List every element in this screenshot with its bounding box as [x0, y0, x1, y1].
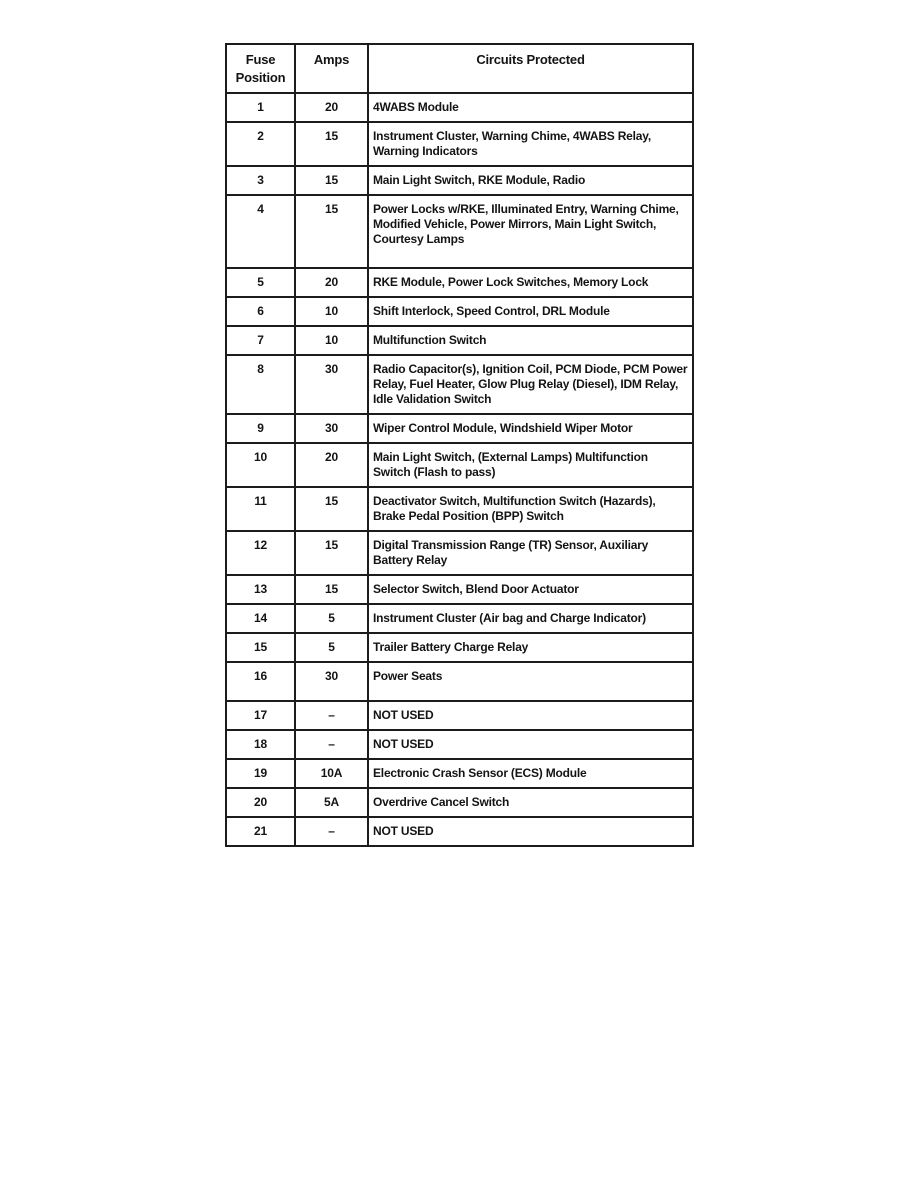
- header-fuse-position: Fuse Position: [226, 44, 295, 93]
- amps-cell: 20: [295, 93, 368, 122]
- table-row: [226, 604, 693, 633]
- amps-cell: 10: [295, 326, 368, 355]
- table-row: [226, 487, 693, 531]
- amps-cell: 30: [295, 662, 368, 701]
- circuits-cell: Radio Capacitor(s), Ignition Coil, PCM Diode, PCM Power Relay, Fuel Heater, Glow Plug Relay (Diesel), IDM Relay, Idle Validation Switch: [368, 355, 693, 414]
- table-row: [226, 730, 693, 759]
- table-row: [226, 414, 693, 443]
- amps-cell: 15: [295, 166, 368, 195]
- circuits-cell: Electronic Crash Sensor (ECS) Module: [368, 759, 693, 788]
- table-row: [226, 355, 693, 414]
- table-row: [226, 326, 693, 355]
- amps-cell: –: [295, 817, 368, 846]
- circuits-cell: NOT USED: [368, 701, 693, 730]
- table-row: [226, 297, 693, 326]
- table-row: [226, 575, 693, 604]
- table-row: [226, 195, 693, 268]
- fuse-position-cell: 7: [226, 326, 295, 355]
- fuse-position-cell: 11: [226, 487, 295, 531]
- fuse-position-cell: 4: [226, 195, 295, 268]
- circuits-cell: RKE Module, Power Lock Switches, Memory Lock: [368, 268, 693, 297]
- table-row: [226, 443, 693, 487]
- amps-cell: 15: [295, 487, 368, 531]
- amps-cell: 30: [295, 355, 368, 414]
- fuse-position-cell: 5: [226, 268, 295, 297]
- fuse-position-cell: 8: [226, 355, 295, 414]
- fuse-table-body: [226, 93, 693, 846]
- circuits-cell: NOT USED: [368, 730, 693, 759]
- fuse-position-cell: 3: [226, 166, 295, 195]
- amps-cell: 30: [295, 414, 368, 443]
- amps-cell: 5A: [295, 788, 368, 817]
- table-row: [226, 633, 693, 662]
- fuse-table-header: [226, 44, 693, 93]
- fuse-position-cell: 6: [226, 297, 295, 326]
- fuse-position-cell: 13: [226, 575, 295, 604]
- fuse-position-cell: 20: [226, 788, 295, 817]
- table-row: [226, 817, 693, 846]
- fuse-position-cell: 12: [226, 531, 295, 575]
- table-row: [226, 701, 693, 730]
- amps-cell: 10: [295, 297, 368, 326]
- amps-cell: –: [295, 730, 368, 759]
- fuse-position-cell: 2: [226, 122, 295, 166]
- circuits-cell: Power Seats: [368, 662, 693, 701]
- amps-cell: 5: [295, 633, 368, 662]
- amps-cell: 10A: [295, 759, 368, 788]
- table-row: [226, 122, 693, 166]
- fuse-position-cell: 21: [226, 817, 295, 846]
- fuse-position-cell: 18: [226, 730, 295, 759]
- circuits-cell: Instrument Cluster (Air bag and Charge Indicator): [368, 604, 693, 633]
- circuits-cell: Wiper Control Module, Windshield Wiper Motor: [368, 414, 693, 443]
- circuits-cell: Main Light Switch, RKE Module, Radio: [368, 166, 693, 195]
- table-row: [226, 788, 693, 817]
- amps-cell: 20: [295, 443, 368, 487]
- table-row: [226, 268, 693, 297]
- table-row: [226, 662, 693, 701]
- table-row: [226, 93, 693, 122]
- fuse-position-cell: 15: [226, 633, 295, 662]
- table-row: [226, 166, 693, 195]
- fuse-position-cell: 17: [226, 701, 295, 730]
- circuits-cell: Selector Switch, Blend Door Actuator: [368, 575, 693, 604]
- fuse-position-cell: 16: [226, 662, 295, 701]
- fuse-position-cell: 14: [226, 604, 295, 633]
- circuits-cell: NOT USED: [368, 817, 693, 846]
- circuits-cell: Overdrive Cancel Switch: [368, 788, 693, 817]
- fuse-position-cell: 10: [226, 443, 295, 487]
- circuits-cell: Digital Transmission Range (TR) Sensor, Auxiliary Battery Relay: [368, 531, 693, 575]
- header-row: [226, 44, 693, 93]
- amps-cell: 20: [295, 268, 368, 297]
- amps-cell: 15: [295, 195, 368, 268]
- circuits-cell: Multifunction Switch: [368, 326, 693, 355]
- header-circuits-protected: Circuits Protected: [368, 44, 693, 93]
- amps-cell: 15: [295, 122, 368, 166]
- circuits-cell: Instrument Cluster, Warning Chime, 4WABS Relay, Warning Indicators: [368, 122, 693, 166]
- header-amps: Amps: [295, 44, 368, 93]
- circuits-cell: Deactivator Switch, Multifunction Switch (Hazards), Brake Pedal Position (BPP) Switch: [368, 487, 693, 531]
- circuits-cell: Power Locks w/RKE, Illuminated Entry, Warning Chime, Modified Vehicle, Power Mirrors, Main Light Switch, Courtesy Lamps: [368, 195, 693, 268]
- circuits-cell: 4WABS Module: [368, 93, 693, 122]
- fuse-position-cell: 1: [226, 93, 295, 122]
- amps-cell: 5: [295, 604, 368, 633]
- fuse-table: [225, 43, 694, 847]
- fuse-position-cell: 9: [226, 414, 295, 443]
- amps-cell: –: [295, 701, 368, 730]
- circuits-cell: Main Light Switch, (External Lamps) Multifunction Switch (Flash to pass): [368, 443, 693, 487]
- table-row: [226, 531, 693, 575]
- amps-cell: 15: [295, 575, 368, 604]
- amps-cell: 15: [295, 531, 368, 575]
- circuits-cell: Trailer Battery Charge Relay: [368, 633, 693, 662]
- fuse-position-cell: 19: [226, 759, 295, 788]
- table-row: [226, 759, 693, 788]
- circuits-cell: Shift Interlock, Speed Control, DRL Module: [368, 297, 693, 326]
